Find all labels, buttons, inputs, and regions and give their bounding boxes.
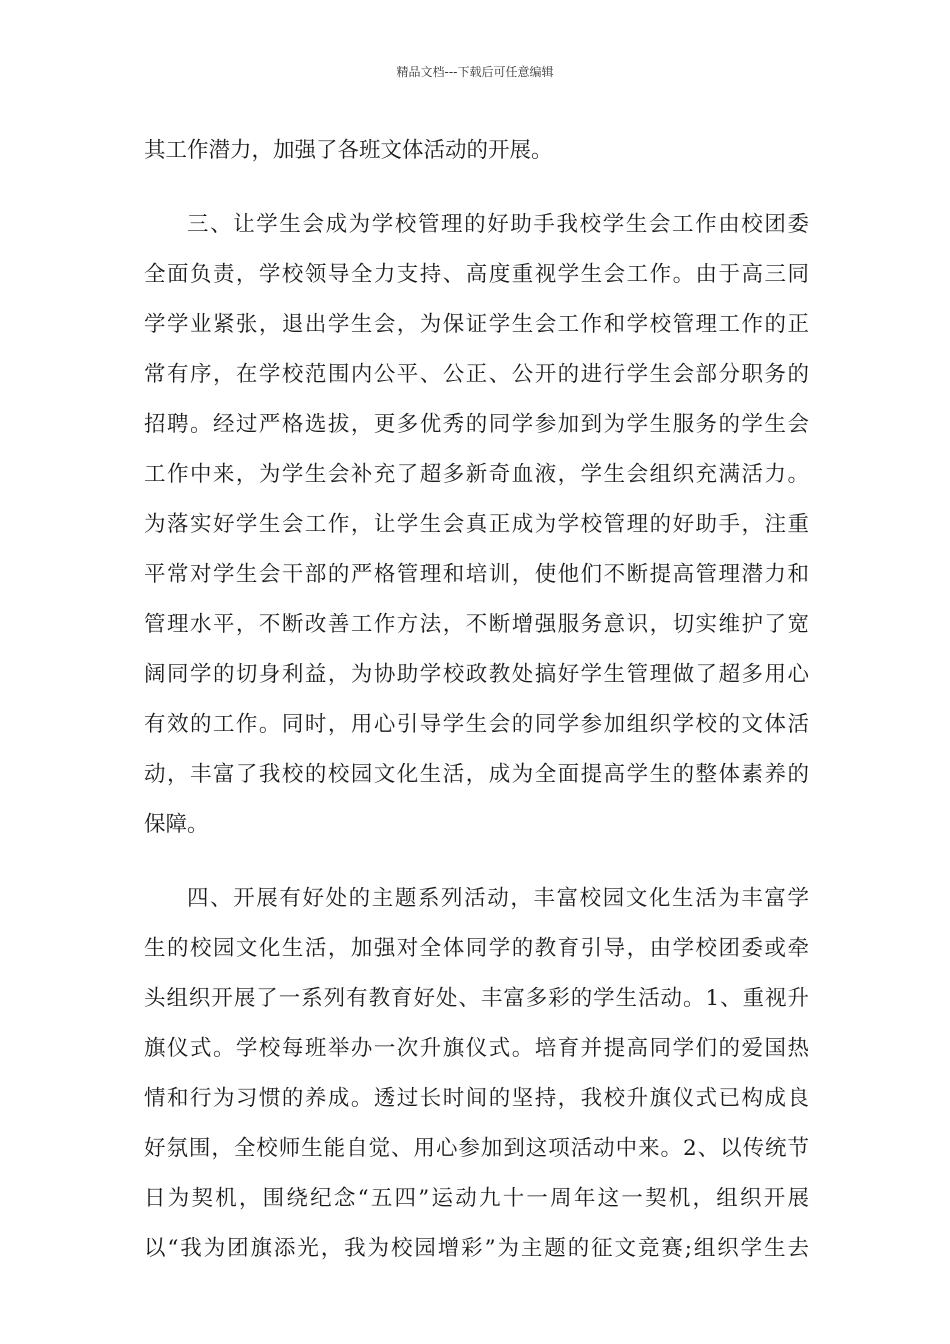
text-line: 保障。 bbox=[144, 812, 209, 837]
text-line: 四、开展有好处的主题系列活动，丰富校园文化生活为丰富学 bbox=[187, 886, 809, 911]
text-line: 工作中来，为学生会补充了超多新奇血液，学生会组织充满活力。 bbox=[144, 462, 809, 487]
text-line: 动，丰富了我校的校园文化生活，成为全面提高学生的整体素养的 bbox=[144, 762, 809, 787]
text-line: 管理水平，不断改善工作方法，不断增强服务意识，切实维护了宽 bbox=[144, 612, 809, 637]
paragraph-3 bbox=[144, 874, 809, 1274]
paragraph-1 bbox=[144, 126, 809, 176]
text-line: 日为契机，围绕纪念“五四”运动九十一周年这一契机，组织开展 bbox=[144, 1186, 809, 1211]
text-line: 常有序，在学校范围内公平、公正、公开的进行学生会部分职务的 bbox=[144, 362, 809, 387]
text-line: 头组织开展了一系列有教育好处、丰富多彩的学生活动。1、重视升 bbox=[144, 986, 809, 1011]
text-line: 招聘。经过严格选拔，更多优秀的同学参加到为学生服务的学生会 bbox=[144, 412, 809, 437]
page-header: 精品文档---下载后可任意编辑 bbox=[396, 65, 554, 79]
text-line: 阔同学的切身利益，为协助学校政教处搞好学生管理做了超多用心 bbox=[144, 662, 809, 687]
text-line: 以“我为团旗添光，我为校园增彩”为主题的征文竞赛;组织学生去 bbox=[144, 1236, 809, 1261]
text-line: 情和行为习惯的养成。透过长时间的坚持，我校升旗仪式已构成良 bbox=[144, 1086, 809, 1111]
text-line: 学学业紧张，退出学生会，为保证学生会工作和学校管理工作的正 bbox=[144, 312, 809, 337]
text-line: 为落实好学生会工作，让学生会真正成为学校管理的好助手，注重 bbox=[144, 512, 809, 537]
text-line: 其工作潜力，加强了各班文体活动的开展。 bbox=[144, 138, 553, 163]
text-line: 全面负责，学校领导全力支持、高度重视学生会工作。由于高三同 bbox=[144, 262, 809, 287]
text-line: 有效的工作。同时，用心引导学生会的同学参加组织学校的文体活 bbox=[144, 712, 809, 737]
text-line: 旗仪式。学校每班举办一次升旗仪式。培育并提高同学们的爱国热 bbox=[144, 1036, 809, 1061]
text-line: 平常对学生会干部的严格管理和培训，使他们不断提高管理潜力和 bbox=[144, 562, 809, 587]
text-line: 生的校园文化生活，加强对全体同学的教育引导，由学校团委或牵 bbox=[144, 936, 809, 961]
document-body bbox=[144, 126, 809, 1274]
paragraph-2 bbox=[144, 200, 809, 850]
text-line: 三、让学生会成为学校管理的好助手我校学生会工作由校团委 bbox=[187, 212, 809, 237]
text-line: 好氛围，全校师生能自觉、用心参加到这项活动中来。2、以传统节 bbox=[144, 1136, 809, 1161]
